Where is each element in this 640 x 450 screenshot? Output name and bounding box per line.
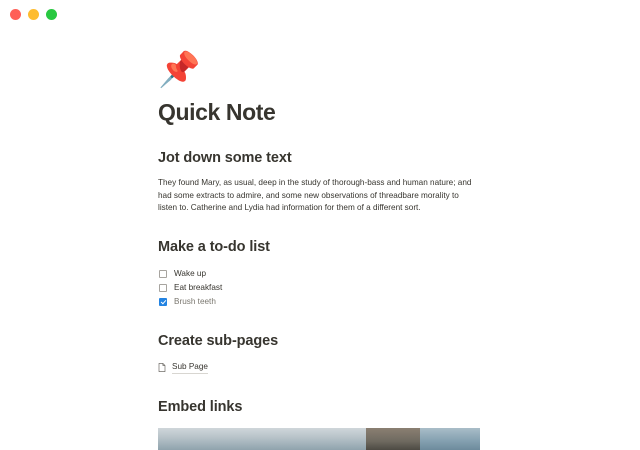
todo-label: Brush teeth — [174, 296, 216, 306]
list-item[interactable] — [158, 361, 480, 375]
todo-checkbox[interactable] — [159, 270, 167, 278]
window-titlebar — [0, 0, 640, 28]
section-heading-embed-links[interactable]: Embed links — [158, 398, 243, 415]
todo-checkbox[interactable] — [159, 284, 167, 292]
window-controls — [10, 9, 57, 20]
maximize-window-button[interactable] — [46, 9, 57, 20]
document-icon — [158, 363, 166, 372]
section-heading-jot-down[interactable]: Jot down some text — [158, 150, 292, 166]
list-item[interactable] — [158, 267, 480, 281]
minimize-window-button[interactable] — [28, 9, 39, 20]
section-heading-sub-pages[interactable]: Create sub-pages — [158, 332, 279, 349]
note-page — [0, 28, 640, 415]
todo-label: Eat breakfast — [174, 282, 223, 292]
paragraph-block[interactable]: They found Mary, as usual, deep in the study of thorough-bass and human nature; and had some extracts to admire, and some new observations of threadbare morality to listen to. Catherine and Lydia had information for them of a different sort. — [158, 178, 472, 212]
todo-list — [158, 267, 480, 309]
close-window-button[interactable] — [10, 9, 21, 20]
subpage-list — [158, 361, 480, 375]
subpage-label[interactable]: Sub Page — [172, 361, 208, 375]
embed-image-segment — [366, 428, 420, 450]
page-content — [158, 28, 480, 450]
section-heading-todo-list[interactable]: Make a to-do list — [158, 238, 270, 255]
list-item[interactable] — [158, 281, 480, 295]
todo-label: Wake up — [174, 268, 207, 278]
page-title[interactable]: Quick Note — [158, 99, 276, 125]
todo-checkbox-checked[interactable] — [159, 298, 167, 306]
embed-image-segment — [420, 428, 480, 450]
list-item[interactable] — [158, 295, 480, 309]
embed-preview[interactable] — [158, 428, 480, 450]
pushpin-emoji-icon[interactable]: 📌 — [158, 51, 201, 89]
